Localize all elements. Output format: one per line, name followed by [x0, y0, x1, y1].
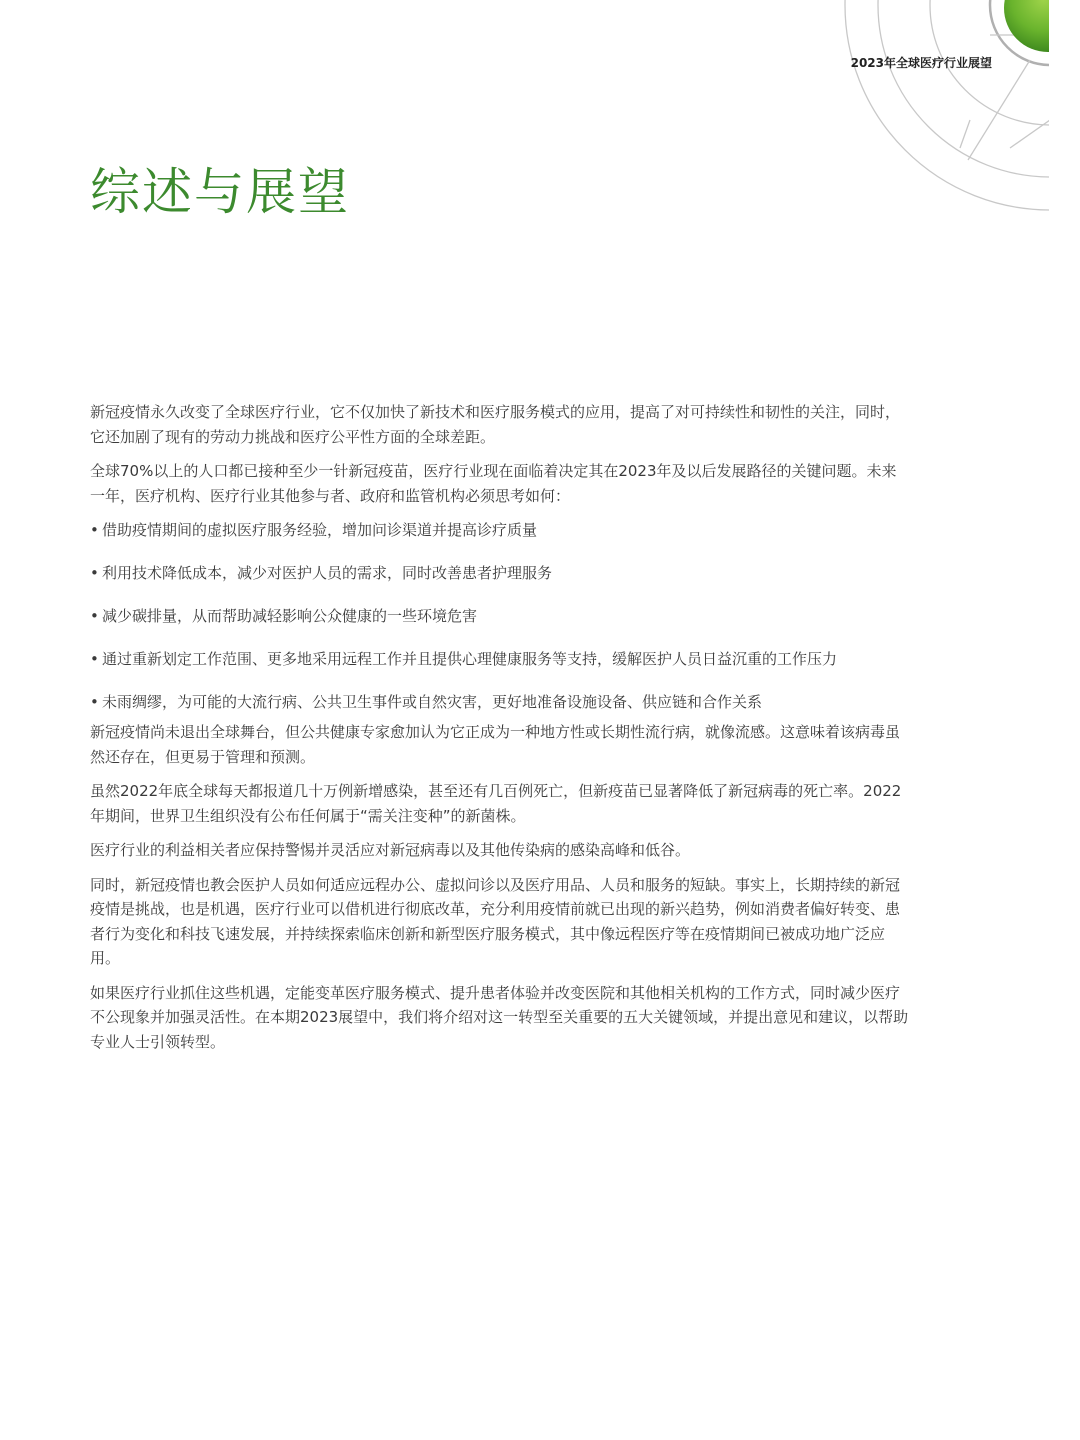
- bullet-item: • 利用技术降低成本，减少对医护人员的需求，同时改善患者护理服务: [90, 561, 910, 585]
- body-paragraph-3: 医疗行业的利益相关者应保持警惕并灵活应对新冠病毒以及其他传染病的感染高峰和低谷。: [90, 841, 691, 859]
- body-paragraph-1: 新冠疫情尚未退出全球舞台，但公共健康专家愈加认为它正成为一种地方性或长期性流行病，就像流感。这意味着该病毒虽然还存在，但更易于管理和预测。: [90, 723, 901, 766]
- green-circle-icon: [1004, 0, 1080, 52]
- body-paragraph-4: 同时，新冠疫情也教会医护人员如何适应远程办公、虚拟问诊以及医疗用品、人员和服务的短缺。事实上，长期持续的新冠疫情是挑战，也是机遇，医疗行业可以借机进行彻底改革，充分利用疫情前就已出现的新兴趋势，例如消费者偏好转变、患者行为变化和科技飞速发展，并持续探索临床创新和新型医疗服务模式，其中像远程医疗等在疫情期间已被成功地广泛应用。: [90, 875, 901, 967]
- bullet-list: [90, 518, 910, 714]
- intro-paragraph-2: 全球70%以上的人口都已接种至少一针新冠疫苗，医疗行业现在面临着决定其在2023年及以后发展路径的关键问题。未来一年，医疗机构、医疗行业其他参与者、政府和监管机构必须思考如何：: [90, 462, 897, 505]
- decor-line-2: [968, 60, 1030, 160]
- bullet-item: • 借助疫情期间的虚拟医疗服务经验，增加问诊渠道并提高诊疗质量: [90, 518, 910, 542]
- decor-arc-middle: [878, 0, 1080, 177]
- body-paragraph-5: 如果医疗行业抓住这些机遇，定能变革医疗服务模式、提升患者体验并改变医院和其他相关机构的工作方式，同时减少医疗不公现象并加强灵活性。在本期2023展望中，我们将介绍对这一转型至关重要的五大关键领域，并提出意见和建议，以帮助专业人士引领转型。: [90, 983, 909, 1051]
- bullet-item: • 未雨绸缪，为可能的大流行病、公共卫生事件或自然灾害，更好地准备设施设备、供应链和合作关系: [90, 690, 910, 714]
- decor-arc-ring: [990, 0, 1080, 65]
- decor-arc-outer: [845, 0, 1080, 210]
- intro-paragraph-1: 新冠疫情永久改变了全球医疗行业，它不仅加快了新技术和医疗服务模式的应用，提高了对可持续性和韧性的关注，同时，它还加剧了现有的劳动力挑战和医疗公平性方面的全球差距。: [90, 403, 901, 446]
- decor-line-3: [1010, 120, 1050, 148]
- body-paragraph-2: 虽然2022年底全球每天都报道几十万例新增感染，甚至还有几百例死亡，但新疫苗已显著降低了新冠病毒的死亡率。2022年期间，世界卫生组织没有公布任何属于“需关注变种”的新菌株。: [90, 782, 902, 825]
- bullet-item: • 减少碳排量，从而帮助减轻影响公众健康的一些环境危害: [90, 604, 910, 628]
- report-header-label: 2023年全球医疗行业展望: [850, 56, 992, 70]
- bullet-item: • 通过重新划定工作范围、更多地采用远程工作并且提供心理健康服务等支持，缓解医护人员日益沉重的工作压力: [90, 647, 910, 671]
- decor-line-4: [960, 120, 970, 148]
- main-content: [90, 400, 910, 1064]
- page-title: 综述与展望: [90, 163, 350, 221]
